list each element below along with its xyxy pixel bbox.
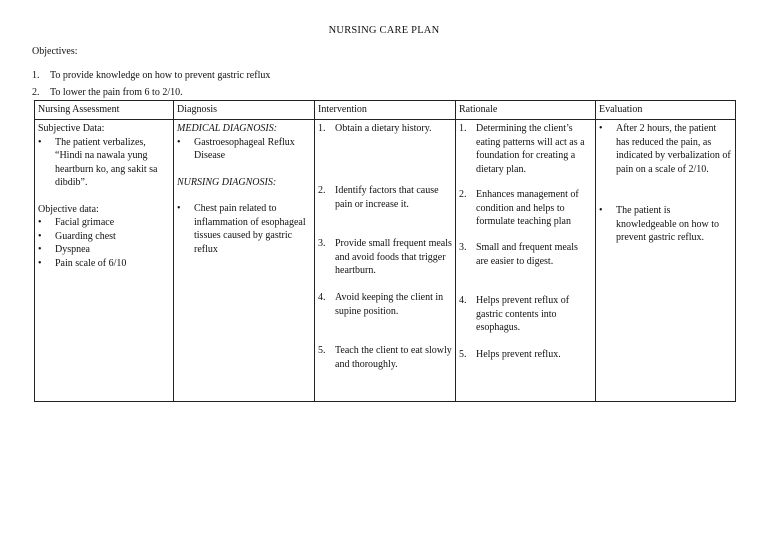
subjective-data-label: Subjective Data:: [38, 123, 105, 134]
objectives-label: Objectives:: [32, 46, 78, 57]
bullet-marker: •: [599, 205, 603, 216]
list-item: [318, 291, 452, 318]
intervention-text: Teach the client to eat slowly and thoroughly.: [335, 345, 452, 370]
list-item: [459, 294, 592, 335]
subjective-item: The patient verbalizes, “Hindi na nawala yung heartburn ko, ang sakit sa dibdib”.: [55, 136, 158, 188]
rationale-text: Determining the client’s eating patterns will act as a foundation for creating a dietary plan.: [476, 123, 585, 175]
evaluation-text: The patient is knowledgeable on how to prevent gastric reflux.: [616, 205, 720, 243]
list-item: [38, 216, 170, 230]
list-item: [38, 230, 170, 244]
diagnosis-cell: [174, 120, 315, 402]
objective-item: Facial grimace: [55, 217, 115, 228]
rationale-cell: [456, 120, 596, 402]
rationale-number: 4.: [459, 295, 467, 306]
rationale-number: 1.: [459, 123, 467, 134]
list-item: [459, 188, 592, 229]
care-plan-table: [34, 100, 736, 402]
list-item: [177, 202, 311, 256]
nursing-diagnosis-item: Chest pain related to inflammation of esophageal tissues caused by gastric reflux: [194, 203, 306, 255]
assessment-cell: [35, 120, 174, 402]
evaluation-text: After 2 hours, the patient has reduced the pain, as indicated by verbalization of pain on a scale of 2/10.: [616, 123, 731, 175]
objective-text: To lower the pain from 6 to 2/10.: [50, 87, 183, 98]
bullet-marker: •: [177, 136, 181, 148]
intervention-number: 4.: [318, 292, 326, 303]
header-rationale: Rationale: [456, 101, 596, 120]
page-title: NURSING CARE PLAN: [328, 25, 440, 36]
list-item: [599, 204, 732, 245]
list-item: [38, 243, 170, 257]
objective-number: 2.: [32, 87, 40, 98]
objective-number: 1.: [32, 70, 40, 81]
bullet-marker: •: [38, 217, 42, 228]
rationale-text: Helps prevent reflux.: [476, 349, 561, 360]
list-item: [459, 122, 592, 176]
header-nursing-assessment: Nursing Assessment: [35, 101, 174, 120]
list-item: [459, 241, 592, 268]
intervention-text: Provide small frequent meals and avoid foods that trigger heartburn.: [335, 238, 452, 276]
intervention-cell: [315, 120, 456, 402]
intervention-number: 1.: [318, 123, 326, 134]
list-item: [318, 237, 452, 278]
bullet-marker: •: [38, 257, 42, 269]
intervention-text: Avoid keeping the client in supine position.: [335, 292, 444, 317]
header-diagnosis: Diagnosis: [174, 101, 315, 120]
intervention-number: 2.: [318, 185, 326, 196]
objective-item: Dyspnea: [55, 244, 90, 255]
medical-diagnosis-item: Gastroesophageal Reflux Disease: [194, 136, 295, 161]
nursing-diagnosis-label: NURSING DIAGNOSIS:: [177, 176, 277, 188]
bullet-marker: •: [38, 136, 42, 148]
objective-text: To provide knowledge on how to prevent gastric reflux: [50, 70, 271, 81]
bullet-marker: •: [38, 230, 42, 242]
header-evaluation: Evaluation: [596, 101, 736, 120]
list-item: [318, 122, 452, 136]
bullet-marker: •: [599, 123, 603, 134]
list-item: [318, 184, 452, 211]
intervention-number: 5.: [318, 345, 326, 356]
medical-diagnosis-label: MEDICAL DIAGNOSIS:: [177, 123, 278, 134]
evaluation-cell: [596, 120, 736, 402]
list-item: [599, 122, 732, 176]
rationale-number: 3.: [459, 242, 467, 253]
objective-item: Guarding chest: [55, 230, 116, 242]
list-item: [459, 348, 592, 362]
rationale-text: Enhances management of condition and helps to formulate teaching plan: [476, 189, 579, 227]
bullet-marker: •: [177, 203, 181, 214]
rationale-text: Helps prevent reflux of gastric contents into esophagus.: [476, 295, 570, 333]
header-intervention: Intervention: [315, 101, 456, 120]
objective-item: [32, 86, 183, 100]
rationale-text: Small and frequent meals are easier to digest.: [476, 242, 578, 267]
list-item: [38, 257, 170, 271]
intervention-number: 3.: [318, 238, 326, 249]
list-item: [177, 136, 311, 163]
table-row: [35, 120, 736, 402]
intervention-text: Identify factors that cause pain or increase it.: [335, 185, 439, 210]
rationale-number: 5.: [459, 349, 467, 360]
objective-item: Pain scale of 6/10: [55, 257, 127, 269]
bullet-marker: •: [38, 244, 42, 255]
rationale-number: 2.: [459, 189, 467, 200]
list-item: [318, 344, 452, 371]
objective-item: [32, 69, 270, 83]
list-item: [38, 136, 170, 190]
intervention-text: Obtain a dietary history.: [335, 123, 432, 134]
table-header-row: [35, 101, 736, 120]
objective-data-label: Objective data:: [38, 203, 99, 215]
